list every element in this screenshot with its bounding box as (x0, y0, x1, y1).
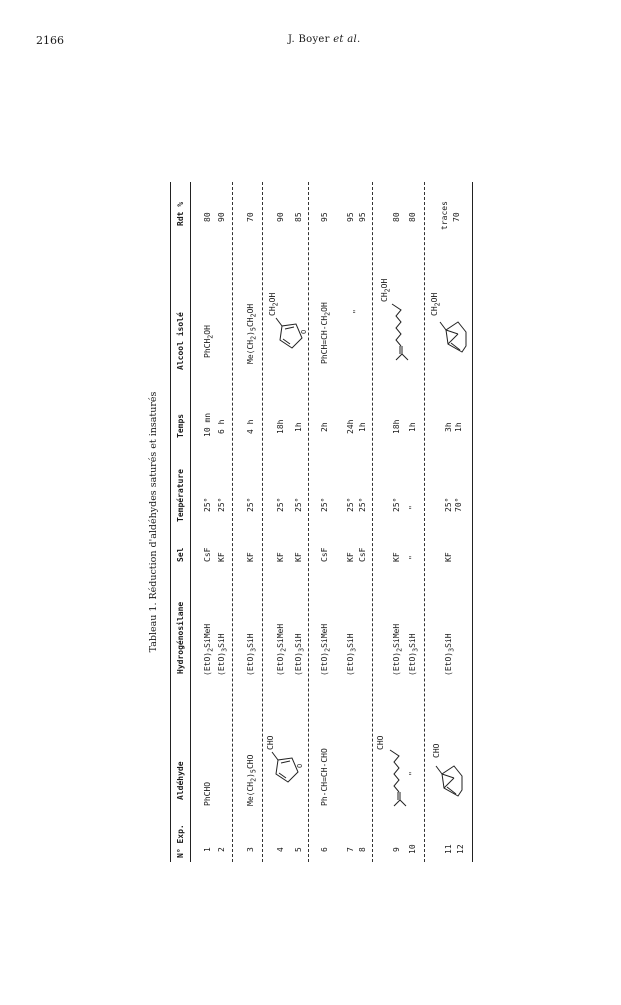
temp-1: 25° (203, 497, 212, 512)
silane-6: $(EtO)_2SiMeH$ (320, 623, 332, 676)
temps-11: 3h (444, 422, 453, 432)
rdt-6: 95 (320, 212, 329, 222)
temps-5: 1h (294, 422, 303, 432)
aldehyde-11: CHO (432, 743, 441, 758)
silane-3: $(EtO)_3SiH$ (246, 633, 258, 676)
top-rule (170, 182, 171, 862)
temps-12: 1h (454, 422, 463, 432)
col-header-silane: Hydrogénosilane (176, 601, 185, 674)
col-header-sel: Sel (176, 547, 185, 562)
furan-oxygen: O (296, 763, 304, 768)
rdt-3: 70 (246, 212, 255, 222)
sel-10: " (408, 555, 417, 560)
silane-1: $(EtO)_2SiMeH$ (203, 623, 215, 676)
exp-4: 4 (276, 847, 285, 852)
exp-5: 5 (294, 847, 303, 852)
page-number: 2166 (36, 34, 64, 47)
sel-7: KF (346, 552, 355, 562)
temps-10: 1h (408, 422, 417, 432)
alcool-8: " (352, 309, 361, 314)
temp-2: 25° (217, 497, 226, 512)
running-header: J. Boyer et al. (288, 34, 361, 45)
col-header-aldehyde: Aldéhyde (176, 761, 185, 800)
temps-7: 24h (346, 419, 355, 434)
alcool-11: $CH_2OH$ (430, 292, 442, 316)
col-header-rdt: Rdt % (176, 201, 185, 226)
sel-2: KF (217, 552, 226, 562)
group-separator (424, 182, 425, 862)
alcool-4: $CH_2OH$ (268, 292, 280, 316)
sel-6: CsF (320, 547, 329, 562)
col-header-alcool: Alcool isolé (176, 312, 185, 370)
temps-2: 6 h (217, 419, 226, 434)
bottom-rule (472, 182, 473, 862)
temps-4: 18h (276, 419, 285, 434)
silane-10: $(EtO)_3SiH$ (408, 633, 420, 676)
group-separator (308, 182, 309, 862)
group-separator (372, 182, 373, 862)
sel-4: KF (276, 552, 285, 562)
temps-9: 18h (392, 419, 401, 434)
temps-1: 10 mn (203, 412, 212, 437)
rdt-8: 95 (358, 212, 367, 222)
temp-10: " (408, 505, 417, 510)
exp-1: 1 (203, 847, 212, 852)
temp-4: 25° (276, 497, 285, 512)
aldehyde-4: CHO (266, 735, 275, 750)
temp-11: 25° (444, 497, 453, 512)
temp-12: 70° (454, 497, 463, 512)
carbon-chain (390, 750, 399, 792)
col-header-temperature: Température (176, 469, 185, 522)
sel-9: KF (392, 552, 401, 562)
alcool-9: $CH_2OH$ (380, 278, 392, 302)
temp-6: 25° (320, 497, 329, 512)
sel-5: KF (294, 552, 303, 562)
silane-7: $(EtO)_3SiH$ (346, 633, 358, 676)
rdt-11: traces (440, 201, 449, 230)
exp-8: 8 (358, 847, 367, 852)
alcool-1: PhCH$_2$OH (203, 325, 215, 358)
alcool-6: $PhCH=CH-CH_2OH$ (320, 302, 332, 364)
temp-3: 25° (246, 497, 255, 512)
exp-3: 3 (246, 847, 255, 852)
temps-6: 2h (320, 422, 329, 432)
sel-11: KF (444, 552, 453, 562)
temp-9: 25° (392, 497, 401, 512)
unsaturated-alcohol-structure (382, 292, 416, 362)
rdt-2: 90 (217, 212, 226, 222)
sel-3: KF (246, 552, 255, 562)
furan-oxygen: O (300, 329, 308, 334)
silane-5: $(EtO)_3SiH$ (294, 633, 306, 676)
carbon-chain (392, 304, 401, 346)
aldehyde-10: " (408, 771, 417, 776)
col-header-temps: Temps (176, 413, 185, 438)
aldehyde-3: $Me(CH_2)_5CHO$ (246, 754, 258, 806)
sel-8: CsF (358, 547, 367, 562)
col-header-exp: N° Exp. (176, 824, 185, 858)
rdt-9: 80 (392, 212, 401, 222)
exp-11: 11 (444, 844, 453, 854)
alcool-3: $Me(CH_2)_5CH_2OH$ (246, 303, 258, 364)
rdt-12: 70 (452, 212, 461, 222)
exp-2: 2 (217, 847, 226, 852)
exp-9: 9 (392, 847, 401, 852)
rdt-1: 80 (203, 212, 212, 222)
header-rule (190, 182, 191, 862)
exp-7: 7 (346, 847, 355, 852)
exp-12: 12 (456, 844, 465, 854)
table-caption: Tableau 1. Réduction d'aldéhydes saturés et insaturés (148, 391, 159, 653)
exp-10: 10 (408, 844, 417, 854)
silane-11: $(EtO)_3SiH$ (444, 633, 456, 676)
temps-3: 4 h (246, 419, 255, 434)
group-separator (232, 182, 233, 862)
rdt-5: 85 (294, 212, 303, 222)
temp-5: 25° (294, 497, 303, 512)
aldehyde-9: CHO (376, 735, 385, 750)
aldehyde-6: Ph-CH=CH-CHO (320, 748, 329, 806)
exp-6: 6 (320, 847, 329, 852)
aldehyde-1: PhCHO (203, 781, 212, 806)
temps-8: 1h (358, 422, 367, 432)
temp-8: 25° (358, 497, 367, 512)
rdt-4: 90 (276, 212, 285, 222)
silane-2: $(EtO)_3SiH$ (217, 633, 229, 676)
group-separator (262, 182, 263, 862)
silane-9: $(EtO)_2SiMeH$ (392, 623, 404, 676)
temp-7: 25° (346, 497, 355, 512)
silane-4: $(EtO)_2SiMeH$ (276, 623, 288, 676)
rdt-10: 80 (408, 212, 417, 222)
rotated-table (148, 182, 500, 862)
rdt-7: 95 (346, 212, 355, 222)
sel-1: CsF (203, 547, 212, 562)
